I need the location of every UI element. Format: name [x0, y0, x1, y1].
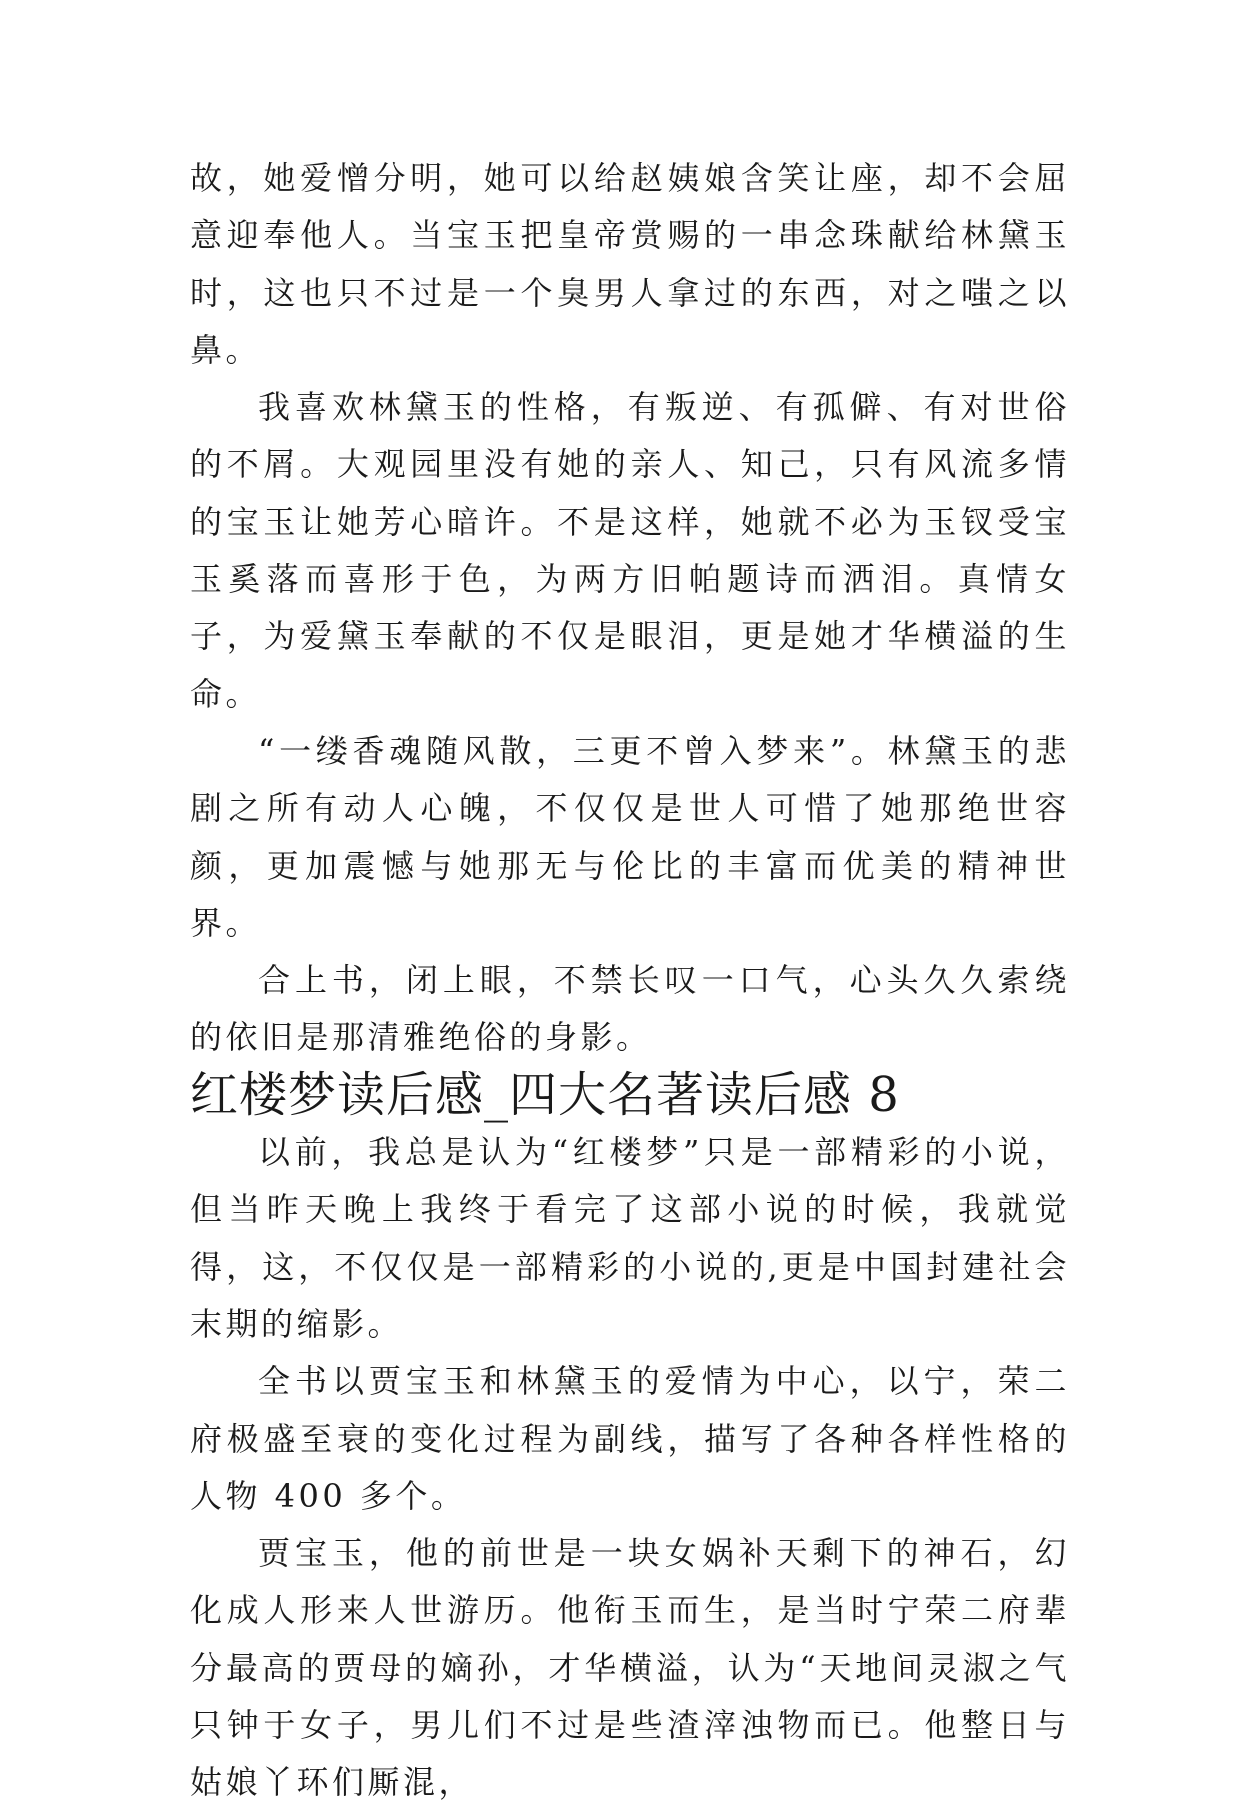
- paragraph: 我喜欢林黛玉的性格，有叛逆、有孤僻、有对世俗的不屑。大观园里没有她的亲人、知己，只有风流多情的宝玉让她芳心暗许。不是这样，她就不必为玉钗受宝玉奚落而喜形于色，为两方旧帕题诗而洒泪。真情女子，为爱黛玉奉献的不仅是眼泪，更是她才华横溢的生命。: [190, 388, 1070, 713]
- paragraph: 以前，我总是认为“红楼梦”只是一部精彩的小说，但当昨天晚上我终于看完了这部小说的时候，我就觉得，这，不仅仅是一部精彩的小说的,更是中国封建社会末期的缩影。: [190, 1133, 1070, 1343]
- paragraph: 故，她爱憎分明，她可以给赵姨娘含笑让座，却不会屈意迎奉他人。当宝玉把皇帝赏赐的一串念珠献给林黛玉时，这也只不过是一个臭男人拿过的东西，对之嗤之以鼻。: [190, 159, 1070, 369]
- paragraph: 合上书，闭上眼，不禁长叹一口气，心头久久索绕的依旧是那清雅绝俗的身影。: [190, 961, 1070, 1057]
- paragraph: 全书以贾宝玉和林黛玉的爱情为中心，以宁，荣二府极盛至衰的变化过程为副线，描写了各种各样性格的人物 400 多个。: [190, 1362, 1070, 1515]
- document-body: [190, 150, 1070, 1812]
- paragraph: “一缕香魂随风散，三更不曾入梦来”。林黛玉的悲剧之所有动人心魄，不仅仅是世人可惜了她那绝世容颜，更加震憾与她那无与伦比的丰富而优美的精神世界。: [190, 731, 1070, 942]
- section-title: 红楼梦读后感_四大名著读后感 8: [190, 1066, 900, 1123]
- paragraph: 贾宝玉，他的前世是一块女娲补天剩下的神石，幻化成人形来人世游历。他衔玉而生，是当时宁荣二府辈分最高的贾母的嫡孙，才华横溢，认为“天地间灵淑之气只钟于女子，男儿们不过是些渣滓浊物而已。他整日与姑娘丫环们厮混，: [190, 1534, 1070, 1802]
